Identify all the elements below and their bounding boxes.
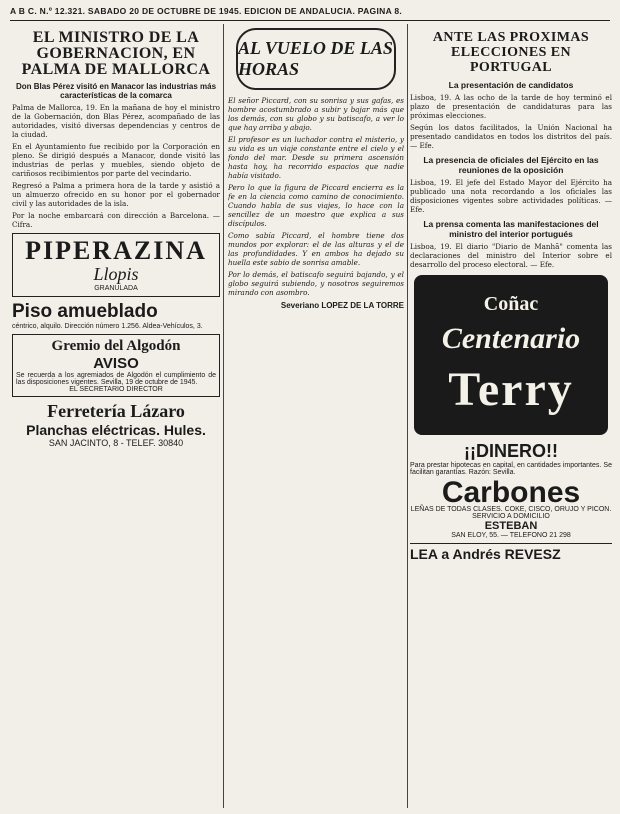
column-left (12, 24, 220, 808)
ad-piperazina-sub: GRANULADA (94, 285, 138, 292)
ad-ferreteria-sub: Planchas eléctricas. Hules. (26, 422, 206, 438)
ad-terry-line1: Coñac (483, 293, 539, 315)
paragraph: Regresó a Palma a primera hora de la tarde y asistió a un almuerzo ofrecido en su honor por el gobernador civil y las autoridades de la isla. (12, 181, 220, 208)
ad-terry-line3: Terry (448, 363, 574, 416)
ad-gremio (12, 334, 220, 397)
paragraph: Lisboa, 19. A las ocho de la tarde de hoy terminó el plazo de presentación de candidaturas para las próximas elecciones. (410, 93, 612, 120)
ad-piperazina (12, 233, 220, 297)
ad-gremio-sub: AVISO (93, 355, 139, 372)
ad-carbones-text: LEÑAS DE TODAS CLASES. COKE, CISCO, ORUJO Y PICON. SERVICIO A DOMICILIO (410, 506, 612, 520)
paragraph: En el Ayuntamiento fue recibido por la Corporación en pleno. Se dirigió después a Manacor, donde visitó las industrias de perlas y muebles, siendo objeto de cariñosos recibimientos por parte del vecindario. (12, 142, 220, 178)
ad-carbones-title: Carbones (441, 476, 581, 509)
ad-carbones-name: ESTEBAN (484, 520, 538, 532)
ad-ferreteria-title: Ferretería Lázaro (47, 401, 185, 421)
paragraph: El profesor es un luchador contra el misterio, y su vida es un viaje constante entre el cielo y el fondo del mar. Desde su primera ascensión hasta hoy, ha recorrido espacios que nadie había visitado. (228, 135, 404, 180)
ad-piso-title: Piso amueblado (12, 301, 158, 322)
section-heading: La presentación de candidatos (448, 80, 574, 90)
section-heading: La presencia de oficiales del Ejército en las reuniones de la oposición (423, 155, 599, 175)
paragraph: Palma de Mallorca, 19. En la mañana de hoy el ministro de la Gobernación, don Blas Pérez, acompañado de las autoridades, visitó diversas dependencias y centros de la ciudad. (12, 103, 220, 139)
ad-gremio-sign: EL SECRETARIO DIRECTOR (69, 386, 163, 393)
ad-piperazina-brand: Llopis (93, 264, 139, 284)
subhead-minister: Don Blas Pérez visitó en Manacor las industrias más características de la comarca (15, 82, 217, 100)
ad-dinero (410, 441, 612, 476)
ad-piso (12, 301, 220, 330)
section-logo-text: AL VUELO DE LAS HORAS (238, 38, 393, 79)
ad-revesz: LEA a Andrés REVESZ (410, 543, 612, 562)
paragraph: Lisboa, 19. El jefe del Estado Mayor del Ejército ha publicado una nota recordando a los oficiales las disposiciones vigentes sobre actividades políticas. — Efe. (410, 178, 612, 214)
ad-carbones (410, 476, 612, 539)
paragraph: El señor Piccard, con su sonrisa y sus gafas, es hombre acostumbrado a subir y bajar más que los demás, con su globo y su batiscafo, a ver lo que hay arriba y abajo. (228, 96, 404, 132)
section-heading: La prensa comenta las manifestaciones del ministro del interior portugués (423, 219, 599, 239)
ad-ferreteria (12, 401, 220, 448)
paragraph: Según los datos facilitados, la Unión Nacional ha presentado candidatos en todos los distritos del país. — Efe. (410, 123, 612, 150)
ad-terry (414, 275, 608, 435)
ad-ferreteria-addr: SAN JACINTO, 8 - TELEF. 30840 (48, 438, 184, 448)
ad-piperazina-title: PIPERAZINA (25, 236, 207, 265)
page-header: A B C. N.º 12.321. SABADO 20 DE OCTUBRE DE 1945. EDICION DE ANDALUCIA. PAGINA 8. (10, 6, 610, 21)
paragraph: Por lo demás, el batiscafo seguirá bajando, y el globo seguirá subiendo, y nosotros seguiremos mirando con asombro. (228, 270, 404, 297)
ad-gremio-title: Gremio del Algodón (51, 338, 181, 354)
paragraph: Como sabía Piccard, el hombre tiene dos mundos por explorar: el de las alturas y el de las profundidades. Y en ambos ha dejado su huella este sabio de sonrisa amable. (228, 231, 404, 267)
paragraph: Pero lo que la figura de Piccard encierra es la fe en la ciencia como camino de conocimiento. Cuando habla de sus viajes, lo hace con la sencillez de un maestro que explica a sus discípulos. (228, 183, 404, 228)
column-rule (407, 24, 408, 808)
column-middle (228, 24, 404, 808)
author-signature: Severiano LOPEZ DE LA TORRE (280, 301, 404, 310)
paragraph: Lisboa, 19. El diario "Diario de Manhã" comenta las declaraciones del ministro del Interior sobre el desarrollo del proceso electoral. — Efe. (410, 242, 612, 269)
ad-piso-text: céntrico, alquilo. Dirección número 1.256. Aldea-Vehículos, 3. (12, 323, 203, 330)
ad-carbones-addr: SAN ELOY, 55. — TELEFONO 21 298 (451, 532, 571, 539)
ad-dinero-text: Para prestar hipotecas en capital, en cantidades importantes. Se facilitan garantías. Razón: Sevilla. (410, 462, 612, 476)
paragraph: Por la noche embarcará con dirección a Barcelona. — Cifra. (12, 211, 220, 229)
headline-minister: EL MINISTRO DE LA GOBERNACION, EN PALMA DE MALLORCA (21, 29, 211, 78)
column-rule (223, 24, 224, 808)
ad-dinero-title: ¡¡DINERO!! (464, 441, 558, 461)
ad-gremio-text: Se recuerda a los agremiados de Algodón el cumplimiento de las disposiciones vigentes. Sevilla, 19 de octubre de 1945. (16, 372, 216, 386)
ad-terry-line2: Centenario (441, 322, 581, 355)
headline-portugal: ANTE LAS PROXIMAS ELECCIONES EN PORTUGAL (432, 30, 590, 75)
column-right (410, 24, 612, 808)
section-logo (236, 28, 396, 90)
